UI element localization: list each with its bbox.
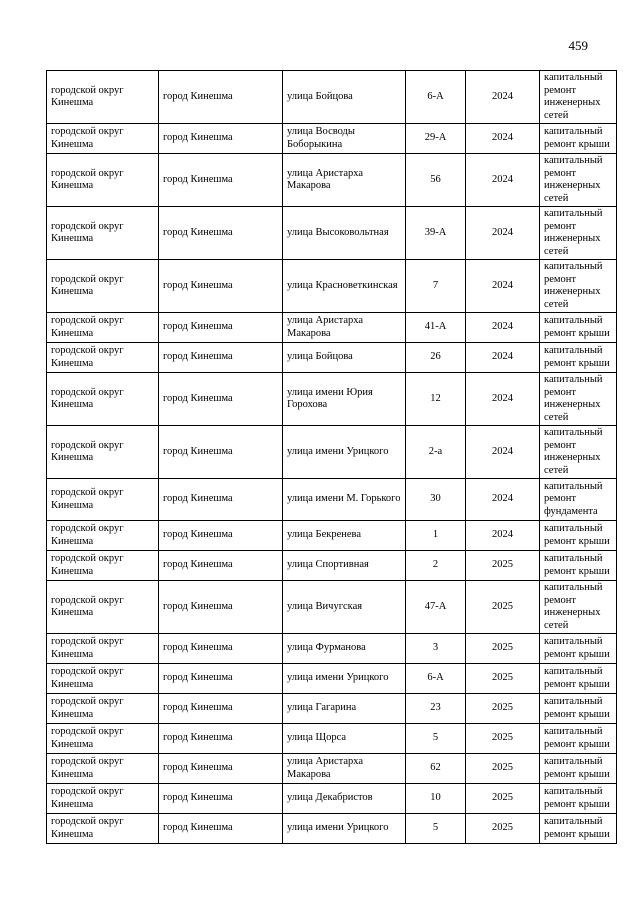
table-row: [47, 71, 617, 124]
house-number-cell: 23: [406, 694, 466, 724]
municipality-cell: городской округ Кинешма: [47, 207, 159, 260]
locality-cell: город Кинешма: [159, 71, 283, 124]
work-type-cell: капитальный ремонт крыши: [540, 814, 617, 844]
locality-cell: город Кинешма: [159, 426, 283, 479]
table-row: [47, 521, 617, 551]
locality-cell: город Кинешма: [159, 521, 283, 551]
year-cell: 2024: [466, 154, 540, 207]
table-row: [47, 373, 617, 426]
table-row: [47, 724, 617, 754]
locality-cell: город Кинешма: [159, 479, 283, 521]
table-row: [47, 313, 617, 343]
municipality-cell: городской округ Кинешма: [47, 260, 159, 313]
house-number-cell: 39-А: [406, 207, 466, 260]
municipality-cell: городской округ Кинешма: [47, 551, 159, 581]
municipality-cell: городской округ Кинешма: [47, 634, 159, 664]
year-cell: 2025: [466, 814, 540, 844]
street-cell: улица Щорса: [283, 724, 406, 754]
locality-cell: город Кинешма: [159, 343, 283, 373]
street-cell: улица Аристарха Макарова: [283, 313, 406, 343]
work-type-cell: капитальный ремонт инженерных сетей: [540, 426, 617, 479]
locality-cell: город Кинешма: [159, 260, 283, 313]
house-number-cell: 3: [406, 634, 466, 664]
work-type-cell: капитальный ремонт крыши: [540, 634, 617, 664]
locality-cell: город Кинешма: [159, 373, 283, 426]
municipality-cell: городской округ Кинешма: [47, 784, 159, 814]
street-cell: улица имени Урицкого: [283, 814, 406, 844]
table-body: [47, 71, 617, 844]
work-type-cell: капитальный ремонт инженерных сетей: [540, 373, 617, 426]
work-type-cell: капитальный ремонт крыши: [540, 124, 617, 154]
locality-cell: город Кинешма: [159, 784, 283, 814]
locality-cell: город Кинешма: [159, 694, 283, 724]
work-type-cell: капитальный ремонт крыши: [540, 343, 617, 373]
work-type-cell: капитальный ремонт инженерных сетей: [540, 581, 617, 634]
table-row: [47, 581, 617, 634]
table-row: [47, 754, 617, 784]
house-number-cell: 30: [406, 479, 466, 521]
work-type-cell: капитальный ремонт крыши: [540, 313, 617, 343]
work-type-cell: капитальный ремонт крыши: [540, 551, 617, 581]
locality-cell: город Кинешма: [159, 313, 283, 343]
year-cell: 2024: [466, 343, 540, 373]
table-row: [47, 260, 617, 313]
street-cell: улица Восводы Боборыкина: [283, 124, 406, 154]
year-cell: 2024: [466, 313, 540, 343]
locality-cell: город Кинешма: [159, 551, 283, 581]
year-cell: 2024: [466, 207, 540, 260]
year-cell: 2025: [466, 551, 540, 581]
year-cell: 2024: [466, 260, 540, 313]
house-number-cell: 6-А: [406, 71, 466, 124]
municipality-cell: городской округ Кинешма: [47, 664, 159, 694]
year-cell: 2024: [466, 124, 540, 154]
year-cell: 2025: [466, 634, 540, 664]
table-row: [47, 124, 617, 154]
house-number-cell: 47-А: [406, 581, 466, 634]
street-cell: улица Бекренева: [283, 521, 406, 551]
table-row: [47, 154, 617, 207]
street-cell: улица Спортивная: [283, 551, 406, 581]
table-row: [47, 664, 617, 694]
table-row: [47, 426, 617, 479]
municipality-cell: городской округ Кинешма: [47, 724, 159, 754]
year-cell: 2024: [466, 426, 540, 479]
house-number-cell: 7: [406, 260, 466, 313]
house-number-cell: 5: [406, 814, 466, 844]
house-number-cell: 2: [406, 551, 466, 581]
locality-cell: город Кинешма: [159, 124, 283, 154]
street-cell: улица Аристарха Макарова: [283, 754, 406, 784]
table-row: [47, 551, 617, 581]
work-type-cell: капитальный ремонт инженерных сетей: [540, 71, 617, 124]
street-cell: улица Декабристов: [283, 784, 406, 814]
locality-cell: город Кинешма: [159, 724, 283, 754]
house-number-cell: 62: [406, 754, 466, 784]
municipality-cell: городской округ Кинешма: [47, 694, 159, 724]
street-cell: улица имени М. Горького: [283, 479, 406, 521]
municipality-cell: городской округ Кинешма: [47, 426, 159, 479]
house-number-cell: 2-а: [406, 426, 466, 479]
work-type-cell: капитальный ремонт инженерных сетей: [540, 260, 617, 313]
work-type-cell: капитальный ремонт крыши: [540, 754, 617, 784]
year-cell: 2024: [466, 373, 540, 426]
municipality-cell: городской округ Кинешма: [47, 71, 159, 124]
street-cell: улица Аристарха Макарова: [283, 154, 406, 207]
municipality-cell: городской округ Кинешма: [47, 521, 159, 551]
year-cell: 2024: [466, 521, 540, 551]
street-cell: улица Высоковольтная: [283, 207, 406, 260]
year-cell: 2025: [466, 784, 540, 814]
house-number-cell: 29-А: [406, 124, 466, 154]
page-number: 459: [568, 38, 588, 53]
house-number-cell: 26: [406, 343, 466, 373]
repair-schedule-table: [46, 70, 617, 844]
locality-cell: город Кинешма: [159, 154, 283, 207]
house-number-cell: 56: [406, 154, 466, 207]
municipality-cell: городской округ Кинешма: [47, 754, 159, 784]
year-cell: 2025: [466, 581, 540, 634]
work-type-cell: капитальный ремонт инженерных сетей: [540, 154, 617, 207]
table-row: [47, 343, 617, 373]
table-row: [47, 784, 617, 814]
house-number-cell: 41-А: [406, 313, 466, 343]
locality-cell: город Кинешма: [159, 207, 283, 260]
year-cell: 2025: [466, 664, 540, 694]
street-cell: улица Бойцова: [283, 343, 406, 373]
municipality-cell: городской округ Кинешма: [47, 313, 159, 343]
street-cell: улица Красноветкинская: [283, 260, 406, 313]
street-cell: улица Фурманова: [283, 634, 406, 664]
street-cell: улица имени Юрия Горохова: [283, 373, 406, 426]
locality-cell: город Кинешма: [159, 754, 283, 784]
table-row: [47, 814, 617, 844]
street-cell: улица Бойцова: [283, 71, 406, 124]
street-cell: улица Гагарина: [283, 694, 406, 724]
house-number-cell: 10: [406, 784, 466, 814]
year-cell: 2025: [466, 724, 540, 754]
municipality-cell: городской округ Кинешма: [47, 154, 159, 207]
locality-cell: город Кинешма: [159, 581, 283, 634]
locality-cell: город Кинешма: [159, 814, 283, 844]
municipality-cell: городской округ Кинешма: [47, 479, 159, 521]
street-cell: улица имени Урицкого: [283, 664, 406, 694]
municipality-cell: городской округ Кинешма: [47, 124, 159, 154]
work-type-cell: капитальный ремонт крыши: [540, 724, 617, 754]
work-type-cell: капитальный ремонт крыши: [540, 664, 617, 694]
work-type-cell: капитальный ремонт крыши: [540, 784, 617, 814]
municipality-cell: городской округ Кинешма: [47, 343, 159, 373]
house-number-cell: 6-А: [406, 664, 466, 694]
house-number-cell: 1: [406, 521, 466, 551]
table-row: [47, 694, 617, 724]
table-row: [47, 479, 617, 521]
municipality-cell: городской округ Кинешма: [47, 581, 159, 634]
work-type-cell: капитальный ремонт фундамента: [540, 479, 617, 521]
work-type-cell: капитальный ремонт крыши: [540, 694, 617, 724]
municipality-cell: городской округ Кинешма: [47, 373, 159, 426]
municipality-cell: городской округ Кинешма: [47, 814, 159, 844]
year-cell: 2024: [466, 479, 540, 521]
house-number-cell: 12: [406, 373, 466, 426]
year-cell: 2025: [466, 694, 540, 724]
work-type-cell: капитальный ремонт инженерных сетей: [540, 207, 617, 260]
locality-cell: город Кинешма: [159, 664, 283, 694]
house-number-cell: 5: [406, 724, 466, 754]
table-row: [47, 634, 617, 664]
table-row: [47, 207, 617, 260]
year-cell: 2024: [466, 71, 540, 124]
work-type-cell: капитальный ремонт крыши: [540, 521, 617, 551]
street-cell: улица имени Урицкого: [283, 426, 406, 479]
year-cell: 2025: [466, 754, 540, 784]
street-cell: улица Вичугская: [283, 581, 406, 634]
locality-cell: город Кинешма: [159, 634, 283, 664]
